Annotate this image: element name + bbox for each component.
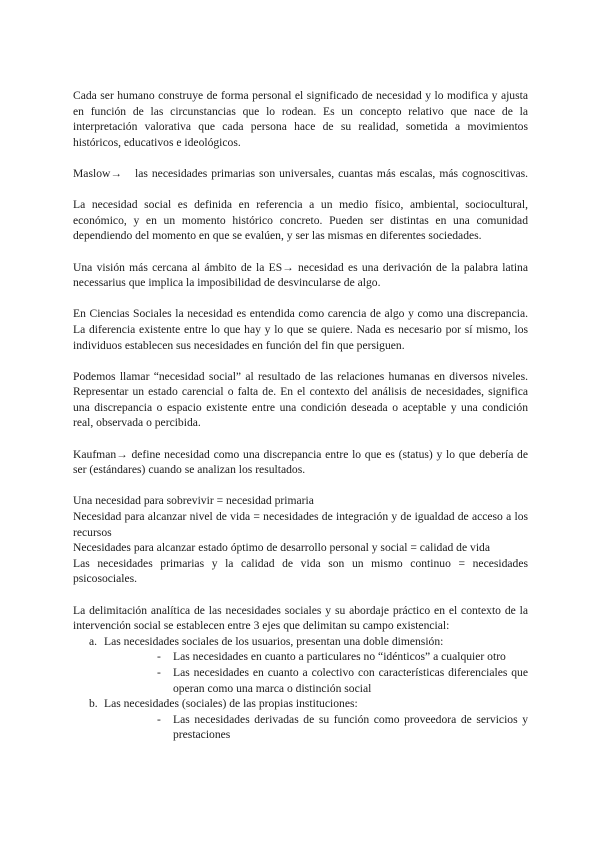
paragraph-social-need-definition: Podemos llamar “necesidad social” al resultado de las relaciones humanas en diversos niveles. Representar un estado carencial o falta de. En el contexto del análisis de necesidades, significa una discrepancia o espacio existente entre una condición deseada o aceptable y una condición real, observada o percibida. [73, 369, 528, 430]
sub-item-text: Las necesidades en cuanto a colectivo con características diferenciales que operan como una marca o distinción social [173, 665, 528, 695]
needs-line-psychosocial: Las necesidades primarias y la calidad de vida son un mismo continuo = necesidades psicosociales. [73, 556, 528, 586]
sub-item [104, 712, 528, 743]
needs-line-primary: Una necesidad para sobrevivir = necesidad primaria [73, 494, 314, 508]
dash-marker: - [157, 665, 161, 679]
sub-item [104, 649, 528, 665]
needs-list [73, 493, 528, 587]
axis-item-text: Las necesidades (sociales) de las propias instituciones: [104, 697, 358, 711]
axes-list [73, 634, 528, 743]
paragraph-delimitation-intro: La delimitación analítica de las necesidades sociales y su abordaje práctico en el contexto de la intervención social se establecen entre 3 ejes que delimitan su campo existencial: [73, 603, 528, 633]
paragraph-need-concept: Cada ser humano construye de forma personal el significado de necesidad y lo modifica y ajusta en función de las circunstancias que lo rodean. Es un concepto relativo que nace de la interpretación valorativa que cada persona hace de su realidad, sometida a movimientos históricos, educativos e ideológicos. [73, 89, 528, 149]
sub-list [104, 649, 528, 696]
maslow-text: las necesidades primarias son universales, cuantas más escalas, más cognoscitivas. [135, 166, 528, 180]
list-marker: b. [89, 697, 98, 711]
sub-item-text: Las necesidades en cuanto a particulares no “idénticos” a cualquier otro [173, 650, 506, 664]
paragraph-maslow [73, 166, 528, 182]
axis-item-text: Las necesidades sociales de los usuarios, presentan una doble dimensión: [104, 634, 444, 648]
paragraph-kaufman: Kaufman→ define necesidad como una discrepancia entre lo que es (status) y lo que debería de ser (estándares) cuando se analizan los resultados. [73, 447, 528, 477]
sub-list [104, 712, 528, 743]
list-marker: a. [89, 634, 98, 648]
axis-item-institutions [73, 696, 528, 743]
paragraph-es-vision: Una visión más cercana al ámbito de la ES→ necesidad es una derivación de la palabra latina necessarius que implica la imposibilidad de desvincularse de algo. [73, 260, 528, 290]
paragraph-social-need: La necesidad social es definida en referencia a un medio físico, ambiental, sociocultural, económico, y en un momento histórico concreto. Pueden ser distintas en una comunidad dependiendo del momento en que se evalúen, y ser las mismas en diferentes sociedades. [73, 198, 528, 243]
dash-marker: - [157, 712, 161, 726]
sub-item-text: Las necesidades derivadas de su función como proveedora de servicios y prestaciones [173, 712, 528, 742]
dash-marker: - [157, 650, 161, 664]
paragraph-social-sciences: En Ciencias Sociales la necesidad es entendida como carencia de algo y como una discrepancia. La diferencia existente entre lo que hay y lo que se quiere. Nada es necesario por sí mismo, los individuos establecen sus necesidades en función del fin que persiguen. [73, 307, 528, 352]
axis-item-users [73, 634, 528, 696]
needs-line-integration: Necesidad para alcanzar nivel de vida = necesidades de integración y de igualdad de acceso a los recursos [73, 510, 528, 539]
sub-item [104, 665, 528, 696]
needs-line-quality: Necesidades para alcanzar estado óptimo de desarrollo personal y social = calidad de vida [73, 541, 490, 555]
maslow-label: Maslow→ [73, 166, 122, 180]
document-page [73, 88, 528, 743]
